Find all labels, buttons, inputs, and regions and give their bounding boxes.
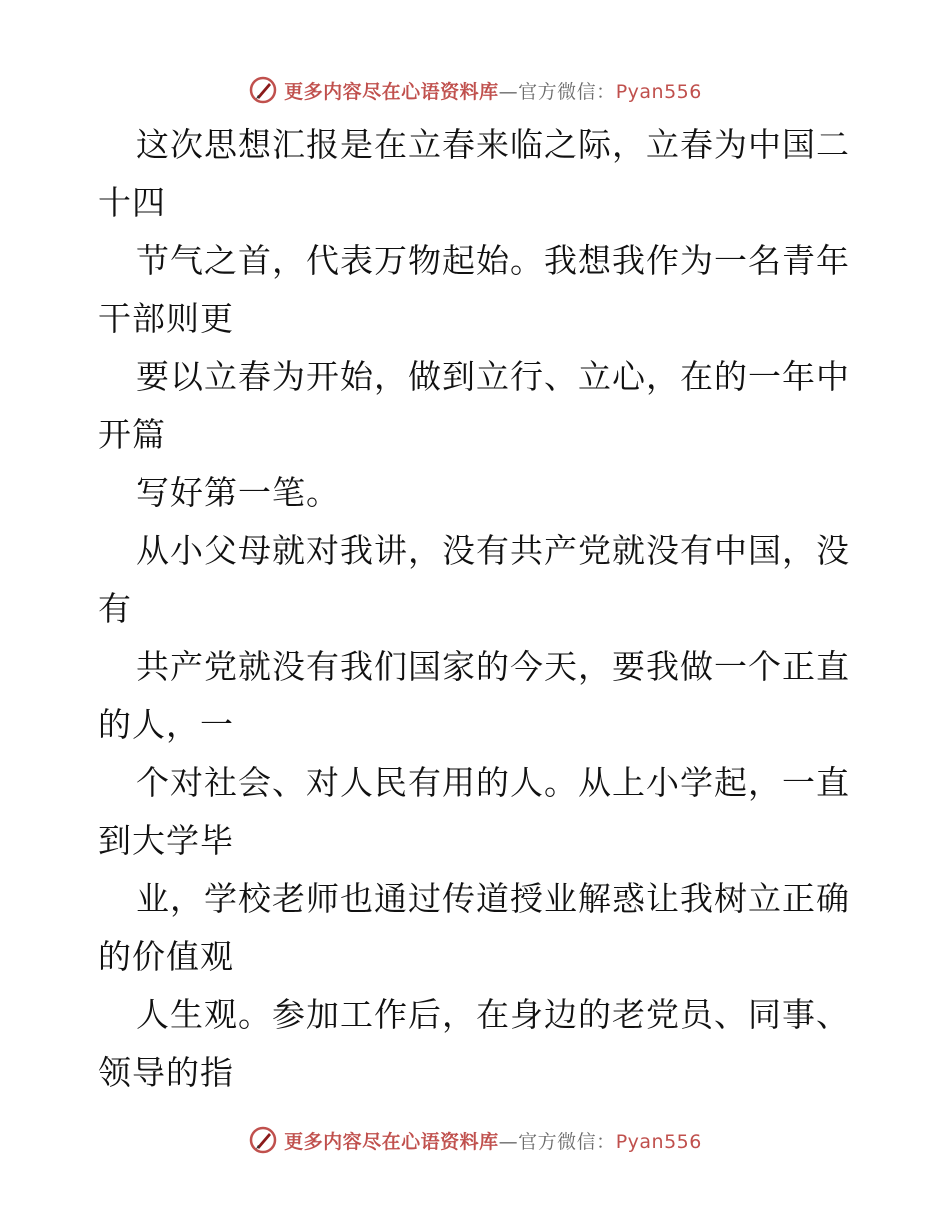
text-line: 的人，一 <box>98 705 234 744</box>
text-line: 开篇 <box>98 415 166 454</box>
text-line: 要以立春为开始，做到立行、立心，在的一年中 <box>136 357 850 396</box>
text-line: 干部则更 <box>98 299 234 338</box>
footer-wechat-id: Pyan556 <box>615 1130 702 1153</box>
footer-banner <box>0 1122 950 1158</box>
footer-dash: — <box>498 1130 519 1153</box>
header-dash: — <box>498 80 519 103</box>
header-wechat-label: 官方微信： <box>518 80 616 103</box>
header-brand: 更多内容尽在心语资料库 <box>284 80 499 103</box>
text-line: 共产党就没有我们国家的今天，要我做一个正直 <box>136 647 850 686</box>
header-text <box>284 77 702 104</box>
footer-brand: 更多内容尽在心语资料库 <box>284 1130 499 1153</box>
text-line: 从小父母就对我讲，没有共产党就没有中国，没 <box>136 531 850 570</box>
footer-wechat-label: 官方微信： <box>518 1130 616 1153</box>
text-line: 节气之首，代表万物起始。我想我作为一名青年 <box>136 241 850 280</box>
document-body <box>98 116 858 1102</box>
quill-circle-icon <box>248 75 278 105</box>
header-banner <box>0 72 950 108</box>
header-wechat-id: Pyan556 <box>615 80 702 103</box>
text-line: 有 <box>98 589 132 628</box>
text-line: 个对社会、对人民有用的人。从上小学起，一直 <box>136 763 850 802</box>
text-line: 十四 <box>98 183 166 222</box>
text-line: 领导的指 <box>98 1053 234 1092</box>
text-line: 写好第一笔。 <box>136 473 340 512</box>
text-line: 的价值观 <box>98 937 234 976</box>
text-line: 到大学毕 <box>98 821 234 860</box>
text-line: 这次思想汇报是在立春来临之际，立春为中国二 <box>136 125 850 164</box>
text-line: 业，学校老师也通过传道授业解惑让我树立正确 <box>136 879 850 918</box>
quill-circle-icon <box>248 1125 278 1155</box>
footer-text <box>284 1127 702 1154</box>
text-line: 人生观。参加工作后，在身边的老党员、同事、 <box>136 995 850 1034</box>
